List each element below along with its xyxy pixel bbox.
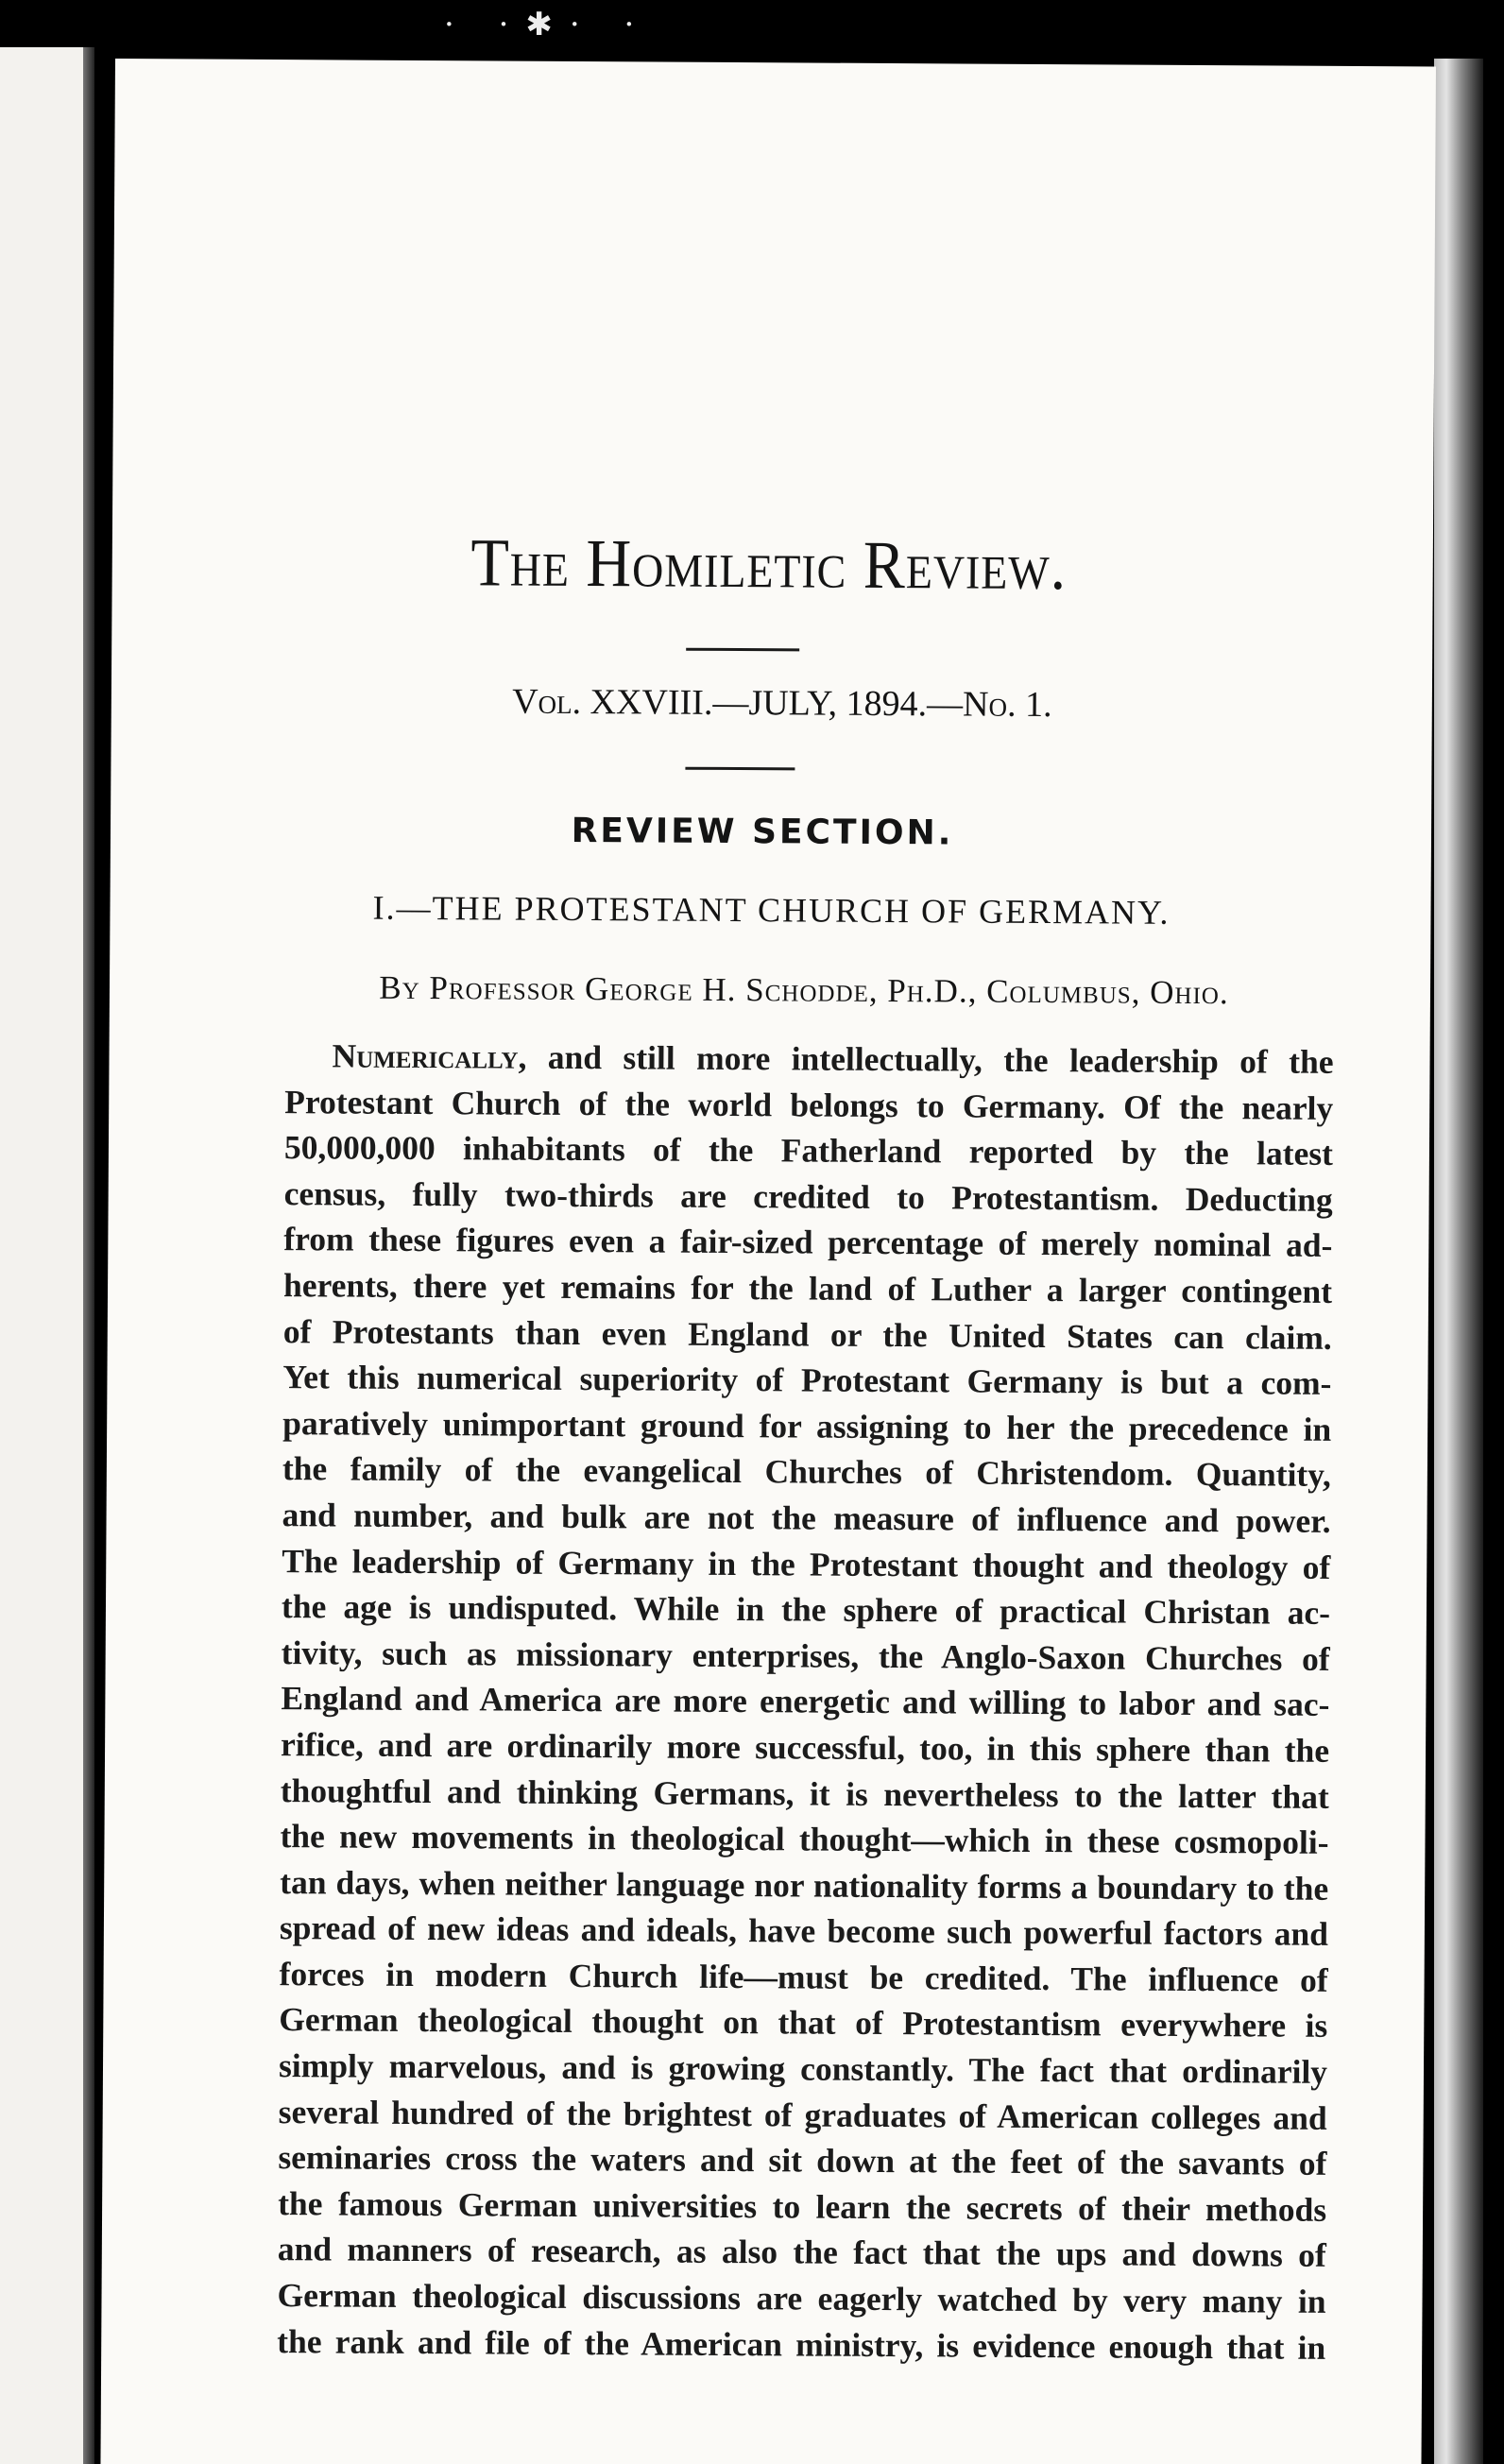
issue-separator: — [712, 682, 749, 724]
body-line: the rank and file of the American ministry, is evidence enough that in [277, 2321, 1326, 2367]
title-rule-bottom [685, 767, 795, 771]
body-line: Yet this numerical superiority of Protestant Germany is but a com- [282, 1358, 1332, 1403]
body-line: the new movements in theological thought—which in these cosmopoli- [280, 1817, 1329, 1861]
article-byline: By Professor George H. Schodde, Ph.D., Columbus, Ohio. [379, 968, 1229, 1012]
body-line: and manners of research, as also the fact that the ups and downs of [277, 2230, 1326, 2275]
body-line: and number, and bulk are not the measure of influence and power. [282, 1496, 1331, 1540]
number-label: No. [962, 684, 1017, 725]
page-stack-edge [1434, 59, 1483, 2464]
body-line: the family of the evangelical Churches of Christendom. Quantity, [282, 1449, 1331, 1495]
body-line: of Protestants than even England or the United States can claim. [282, 1311, 1332, 1357]
volume-number: XXVIII. [590, 682, 713, 723]
body-line: thoughtful and thinking Germans, it is nevertheless to the latter that [280, 1771, 1329, 1816]
volume-label: Vol. [512, 681, 582, 723]
body-line: spread of new ideas and ideals, have become such powerful factors and [279, 1908, 1329, 1954]
page-content [181, 59, 1362, 2367]
issue-line [452, 680, 1113, 726]
journal-title: The Homiletic Review. [470, 524, 1068, 605]
body-line-text: and still more intellectually, the leadership of the [526, 1037, 1334, 1081]
body-line: 50,000,000 inhabitants of the Fatherland reported by the latest [283, 1128, 1334, 1173]
body-line: seminaries cross the waters and sit down at the feet of the savants of [278, 2138, 1327, 2183]
article-title: I.—THE PROTESTANT CHURCH OF GERMANY. [372, 888, 1171, 932]
body-line: the famous German universities to learn the secrets of their methods [278, 2183, 1327, 2229]
body-line: Protestant Church of the world belongs to Germany. Of the nearly [284, 1082, 1334, 1127]
body-line: from these figures even a fair-sized percentage of merely nominal ad- [283, 1220, 1333, 1265]
title-rule-top [686, 648, 799, 652]
issue-date: JULY, 1894. [748, 683, 928, 725]
body-line: German theological thought on that of Protestantism everywhere is [279, 2000, 1328, 2045]
body-line: German theological discussions are eagerly watched by very many in [277, 2276, 1326, 2320]
scan-specks: · ·✱· · [444, 6, 652, 43]
body-line: forces in modern Church life—must be credited. The influence of [279, 1954, 1328, 1999]
body-line [284, 1033, 1333, 1085]
journal-page [100, 59, 1436, 2464]
body-line: paratively unimportant ground for assigning to her the precedence in [282, 1403, 1332, 1448]
issue-number: 1. [1024, 684, 1052, 726]
article-body [277, 1033, 1334, 2370]
gutter-shadow [83, 47, 94, 2464]
section-heading: REVIEW SECTION. [571, 811, 954, 853]
facing-page-edge [0, 47, 83, 2464]
body-line: tan days, when neither language nor nationality forms a boundary to the [280, 1862, 1329, 1908]
body-line: The leadership of Germany in the Protestant thought and theology of [282, 1541, 1331, 1586]
body-line: herents, there yet remains for the land of Luther a larger contingent [282, 1266, 1333, 1310]
issue-separator: — [926, 684, 964, 725]
body-line: simply marvelous, and is growing constantly. The fact that ordinarily [278, 2046, 1328, 2091]
body-line: tivity, such as missionary enterprises, the Anglo-Saxon Churches of [281, 1633, 1330, 1678]
body-line: several hundred of the brightest of graduates of American colleges and [278, 2092, 1327, 2137]
body-line: the age is undisputed. While in the sphere of practical Christan ac- [281, 1587, 1331, 1633]
lead-word: Numerically, [332, 1036, 527, 1076]
body-line: rifice, and are ordinarily more successful, too, in this sphere than the [280, 1725, 1330, 1770]
body-line: England and America are more energetic and willing to labor and sac- [281, 1679, 1330, 1724]
body-line: census, fully two-thirds are credited to Protestantism. Deducting [283, 1173, 1333, 1219]
